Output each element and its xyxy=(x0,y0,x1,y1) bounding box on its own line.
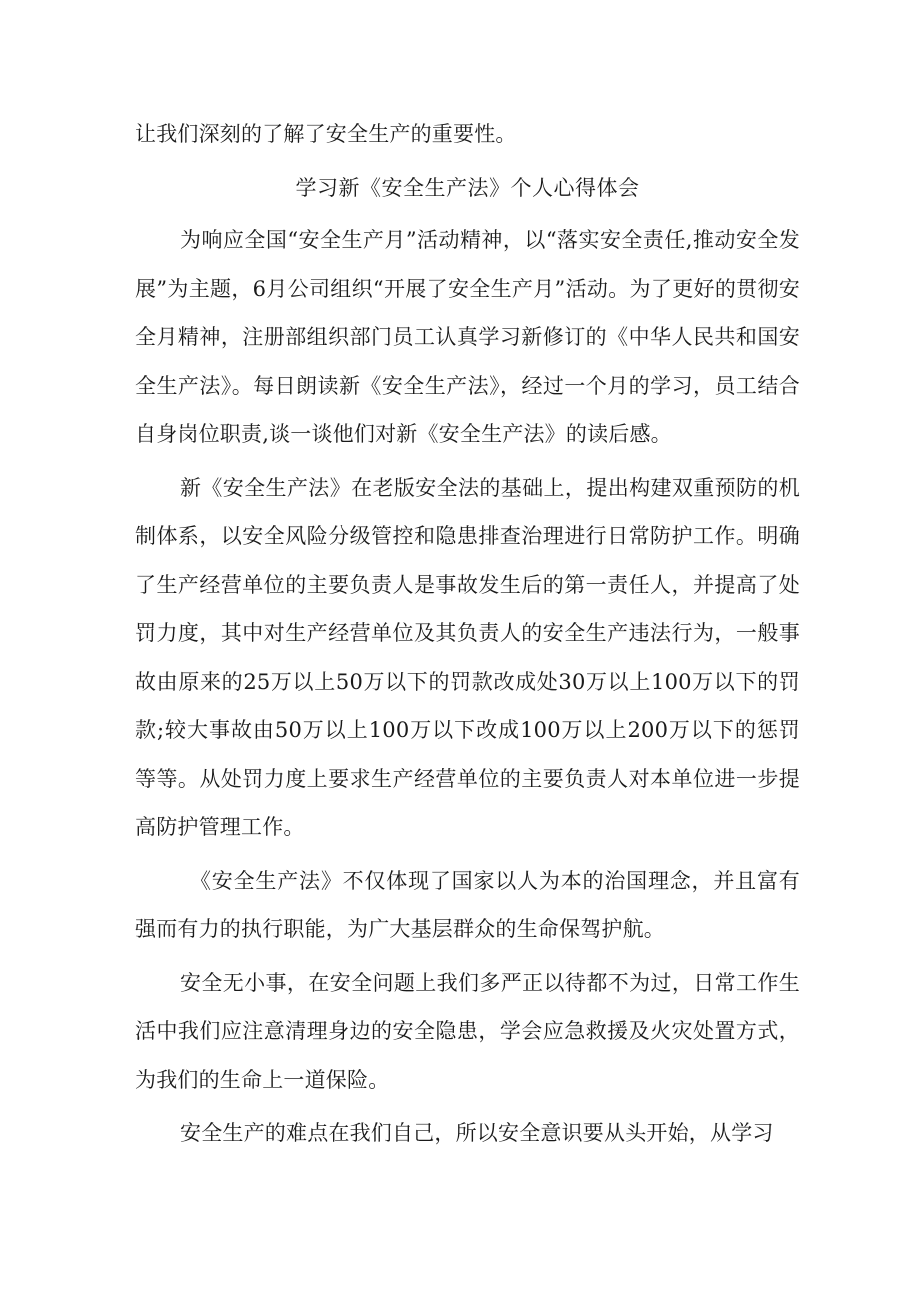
paragraph-2: 新《安全生产法》在老版安全法的基础上，提出构建双重预防的机制体系，以安全风险分级管控和隐患排查治理进行日常防护工作。明确了生产经营单位的主要负责人是事故发生后的第一责任人，并提高了处罚力度，其中对生产经营单位及其负责人的安全生产违法行为，一般事故由原来的25万以上50万以下的罚款改成处30万以上100万以下的罚款;较大事故由50万以上100万以下改成100万以上200万以下的惩罚等等。从处罚力度上要求生产经营单位的主要负责人对本单位进一步提高防护管理工作。 xyxy=(135,475,800,839)
paragraph-4: 安全无小事，在安全问题上我们多严正以待都不为过，日常工作生活中我们应注意清理身边的安全隐患，学会应急救援及火灾处置方式，为我们的生命上一道保险。 xyxy=(135,970,800,1092)
intro-tail-text: 让我们深刻的了解了安全生产的重要性。 xyxy=(135,122,517,146)
document-title: 学习新《安全生产法》个人心得体会 xyxy=(295,175,640,200)
paragraph-5: 安全生产的难点在我们自己，所以安全意识要从头开始，从学习 xyxy=(180,1121,774,1145)
paragraph-1: 为响应全国“安全生产月”活动精神，以“落实安全责任,推动安全发展”为主题，6月公司组织“开展了安全生产月”活动。为了更好的贯彻安全月精神，注册部组织部门员工认真学习新修订的《中华人民共和国安全生产法》。每日朗读新《安全生产法》，经过一个月的学习，员工结合自身岗位职责,谈一谈他们对新《安全生产法》的读后感。 xyxy=(135,228,800,446)
paragraph-3: 《安全生产法》不仅体现了国家以人为本的治国理念，并且富有强而有力的执行职能，为广大基层群众的生命保驾护航。 xyxy=(135,868,800,941)
